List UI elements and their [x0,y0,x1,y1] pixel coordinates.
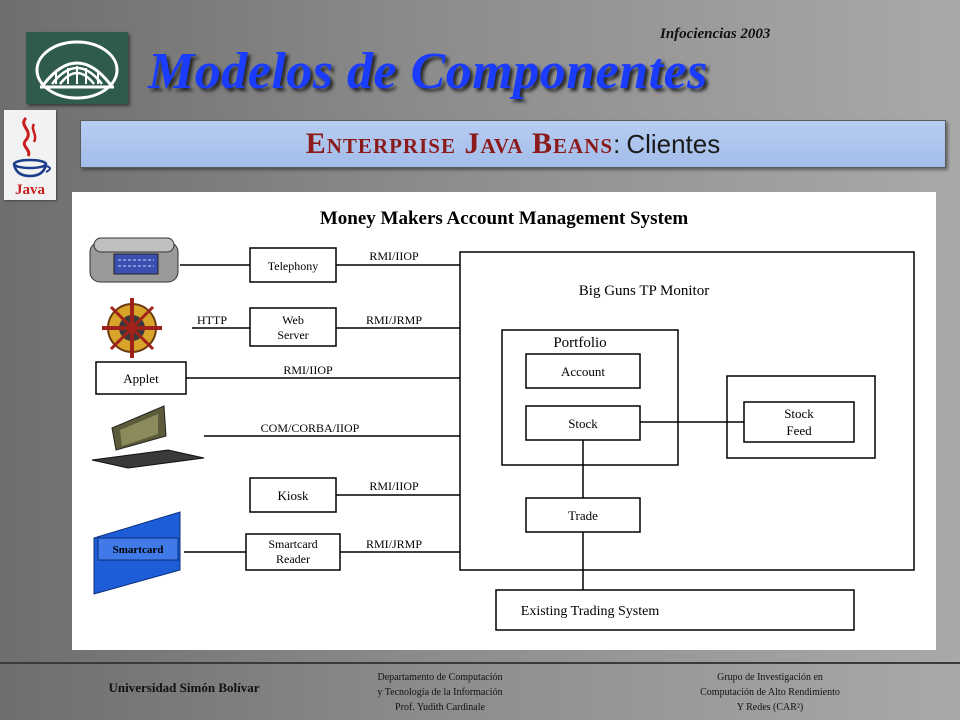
stock-label: Stock [568,416,598,431]
stock-feed-label-1: Stock [784,406,814,421]
conn-smartcard-label: RMI/JRMP [365,537,423,551]
web-server-label-1: Web [282,313,304,327]
kiosk-label: Kiosk [277,488,309,503]
subtitle-separator: : [613,128,621,159]
existing-trading-label: Existing Trading System [520,604,660,619]
tp-monitor-label: Big Guns TP Monitor [578,283,710,299]
footer-dept-line-3: Prof. Yudith Cardinale [395,702,485,713]
applet-label: Applet [123,371,159,386]
conference-label: Infociencias 2003 [660,26,771,42]
portfolio-label: Portfolio [553,335,607,351]
ship-wheel-icon [102,298,162,358]
footer-group-line-1: Grupo de Investigación en [717,672,823,683]
trade-label: Trade [568,508,598,523]
footer-group-line-2: Computación de Alto Rendimiento [700,687,840,698]
stock-feed-label-2: Feed [786,423,812,438]
university-logo [26,32,128,104]
conn-kiosk-label: RMI/IIOP [369,479,419,493]
conn-computer-label: COM/CORBA/IIOP [260,421,360,435]
java-logo-text: Java [15,182,45,198]
telephone-icon [90,238,178,282]
tp-monitor-box [460,252,914,570]
web-server-label-2: Server [277,328,309,342]
smartcard-reader-label-2: Reader [276,552,310,566]
footer-research-group [660,670,880,715]
conn-webserver-label: RMI/JRMP [365,313,423,327]
telephony-label: Telephony [267,259,319,273]
footer-university: Universidad Simón Bolívar [108,680,260,695]
conn-telephony-label: RMI/IIOP [369,249,419,263]
subtitle-rest: Clientes [626,128,721,159]
subtitle-banner [80,120,946,168]
diagram-title: Money Makers Account Management System [319,208,689,229]
smartcard-icon [94,512,180,594]
footer-dept-line-2: y Tecnología de la Información [377,687,503,698]
subtitle-main: Enterprise Java Beans [305,127,614,160]
java-logo [4,110,56,200]
architecture-diagram [72,192,936,650]
footer-divider [0,662,960,664]
account-label: Account [560,364,606,379]
footer-dept-line-1: Departamento de Computación [377,672,503,683]
conn-applet-label: RMI/IIOP [283,363,333,377]
smartcard-label: Smartcard [112,544,164,556]
conn-http-label: HTTP [197,313,227,327]
page-title: Modelos de Componentes [148,43,708,100]
footer-group-line-3: Y Redes (CAR²) [736,702,804,713]
footer-department [320,670,560,715]
smartcard-reader-label-1: Smartcard [268,537,318,551]
computer-icon [92,406,204,468]
